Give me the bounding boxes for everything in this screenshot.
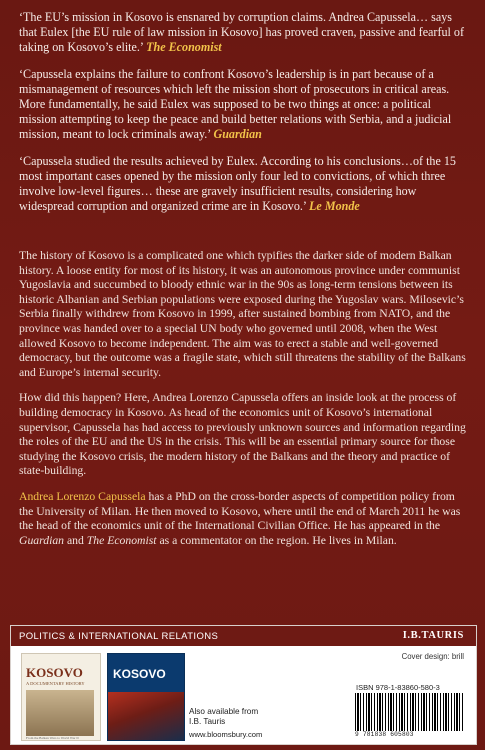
review-quote-guardian: [19, 67, 471, 143]
bio-text: as a commentator on the region. He lives in Milan.: [156, 533, 397, 547]
review-quote-economist: [19, 10, 471, 56]
quote-source: Guardian: [213, 127, 262, 142]
bio-text: and: [64, 533, 87, 547]
barcode-icon: [355, 693, 463, 731]
barcode-digits: 9 781838 605803: [355, 731, 414, 738]
bio-economist: The Economist: [86, 533, 157, 547]
quote-text: ‘Capussela studied the results achieved by Eulex. According to his conclusions…of the 15 most important cases opened by the mission only four led to convictions, of which three involve low-level figures… these are gravely insufficient results, considering how widespread corruption and organized crime are in Kosovo.’: [19, 153, 456, 214]
review-quote-le-monde: [19, 154, 471, 215]
publisher-logo: I.B.TAURIS: [402, 630, 464, 641]
blurb-paragraph-history: The history of Kosovo is a complicated one which typifies the darker side of modern Balkan history. A loose entity for most of its history, it was an autonomous province under communist Yugoslavia and succumbed to bloody ethnic war in the 90s as long-term tensions between its historic Albanian and Serbian populations were exposed during the Yugoslav wars. Milosevic’s Serbia finally withdrew from Kosovo in 1999, after sustained bombing from NATO, and the province was handed over to a special UN body who governed until 2008, when the West allowed Kosovo to become independent. The aim was to erect a stable and well-governed democracy, but the outcome was a fragile state, which still threatens the stability of the Balkans and Europe’s internal security.: [19, 249, 466, 379]
blurb: [19, 249, 471, 559]
cover-credit: Cover design: brill: [401, 652, 464, 661]
related-book-title: KOSOVO: [26, 665, 83, 680]
review-quotes: [19, 10, 471, 225]
related-book-documentary-history: [21, 653, 101, 741]
bio-text: has a PhD on the cross-border aspects of competition policy from the University of Milan. He then moved to Kosovo, where until the end of March 2011 he was the head of the economics unit of the International Civilian Office. He has appeared in the: [19, 489, 461, 533]
quote-source: Le Monde: [309, 199, 360, 214]
website: www.bloomsbury.com: [189, 730, 263, 739]
also-available-line: Also available from: [189, 707, 259, 716]
isbn: ISBN 978-1-83860-580-3: [356, 683, 440, 692]
quote-source: The Economist: [146, 40, 222, 55]
bio-guardian: Guardian: [19, 533, 65, 547]
publisher-bar: [11, 626, 476, 646]
related-book-cover-image: [26, 690, 94, 736]
also-available: [189, 707, 258, 727]
author-bio: [19, 490, 471, 548]
related-book-subtitle: A DOCUMENTARY HISTORY: [26, 681, 85, 686]
also-available-line: I.B. Tauris: [189, 717, 226, 726]
quote-text: ‘Capussela explains the failure to confront Kosovo’s leadership is in part because of a mismanagement of resources which left the mission short of prosecutors in critical areas. More fundamentally, he said Eulex was supposed to be two things at once: a political mission attempting to keep the peace and build better relations with Serbia, and a judicial mission, meant to lock criminals away.’: [19, 66, 452, 142]
related-book-title: KOSOVO: [113, 667, 166, 681]
blurb-paragraph-summary: How did this happen? Here, Andrea Lorenzo Capussela offers an inside look at the process of building democracy in Kosovo. As head of the economics unit of Kosovo’s international supervisor, Capussela has had access to previously unknown sources and information regarding the roles of the EU and the US in the crisis. This will be an essential primary source for those studying the Kosovo crisis, the modern history of the Balkans and the theory and practice of state-building.: [19, 391, 466, 478]
publisher-panel: [10, 625, 477, 745]
related-book-kosovo: [107, 653, 185, 741]
related-book-cover-image: [108, 692, 184, 740]
subject-category: POLITICS & INTERNATIONAL RELATIONS: [19, 631, 219, 642]
related-book-tagline: From the Balkan Wars to World War II: [26, 736, 79, 740]
author-name: Andrea Lorenzo Capussela: [19, 489, 146, 503]
quote-text: ‘The EU’s mission in Kosovo is ensnared by corruption claims. Andrea Capussela… says that Eulex [the EU rule of law mission in Kosovo] has proved craven, passive and fearful of taking on Kosovo’s elite.’: [19, 10, 464, 55]
